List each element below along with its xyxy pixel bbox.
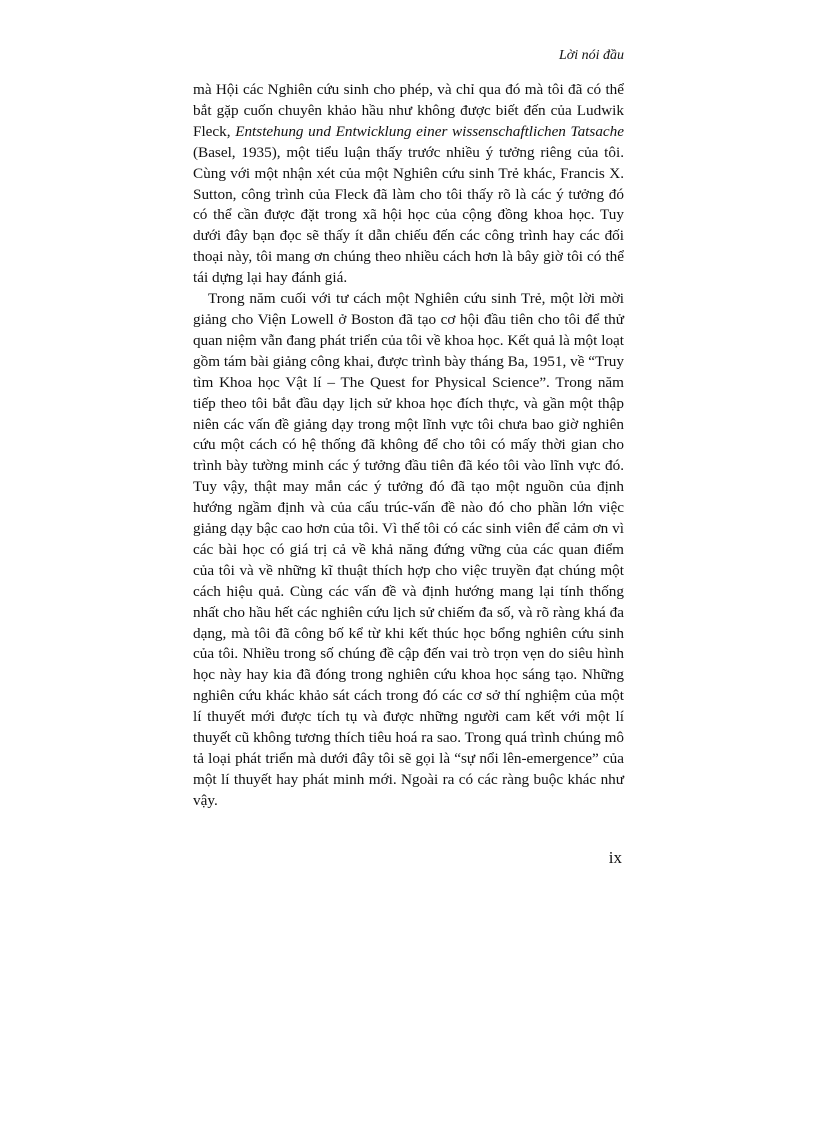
body-text [193,80,624,812]
book-title: Entstehung und Entwicklung einer wissenschaftlichen Tatsache [235,122,624,140]
paragraph-2: Trong năm cuối với tư cách một Nghiên cứu sinh Trẻ, một lời mời giảng cho Viện Lowell ở Boston đã tạo cơ hội đầu tiên cho tôi để thử quan niệm vẫn đang phát triển của tôi về khoa học. Kết quả là một loạt gồm tám bài giảng công khai, được trình bày tháng Ba, 1951, về “Truy tìm Khoa học Vật lí – The Quest for Physical Science”. Trong năm tiếp theo tôi bắt đầu dạy lịch sử khoa học đích thực, và gần một thập niên các vấn đề giảng dạy trong một lĩnh vực tôi chưa bao giờ nghiên cứu một cách có hệ thống đã không để cho tôi có mấy thời gian cho trình bày tường minh các ý tưởng đầu tiên đã kéo tôi vào lĩnh vực đó. Tuy vậy, thật may mắn các ý tưởng đó đã tạo một nguồn của định hướng ngầm định và của cấu trúc-vấn đề nào đó cho phần lớn việc giảng dạy bậc cao hơn của tôi. Vì thế tôi có các sinh viên để cảm ơn vì các bài học có giá trị cả về khả năng đứng vững của các quan điểm của tôi và về những kĩ thuật thích hợp cho việc truyền đạt chúng một cách hiệu quả. Cùng các vấn đề và định hướng mang lại tính thống nhất cho hầu hết các nghiên cứu lịch sử chiếm đa số, và rõ ràng khá đa dạng, mà tôi đã công bố kể từ khi kết thúc học bổng nghiên cứu sinh của tôi. Nhiều trong số chúng đề cập đến vai trò trọn vẹn do siêu hình học này hay kia đã đóng trong nghiên cứu khoa học sáng tạo. Những nghiên cứu khác khảo sát cách trong đó các cơ sở thí nghiệm của một lí thuyết mới được tích tụ và được những người cam kết với một lí thuyết cũ không tương thích tiêu hoá ra sao. Trong quá trình chúng mô tả loại phát triển mà dưới đây tôi sẽ gọi là “sự nổi lên-emergence” của một lí thuyết hay phát minh mới. Ngoài ra có các ràng buộc khác như vậy. [193,290,624,809]
page-number: ix [608,848,622,867]
paragraph-1-part-2: (Basel, 1935), một tiểu luận thấy trước nhiều ý tưởng riêng của tôi. Cùng với một nhận xét của một Nghiên cứu sinh Trẻ khác, Francis X. Sutton, công trình của Fleck đã làm cho tôi thấy rõ là các ý tưởng đó có thể cần được đặt trong xã hội học của cộng đồng khoa học. Tuy dưới đây bạn đọc sẽ thấy ít dẫn chiếu đến các công trình hay các đối thoại này, tôi mang ơn chúng theo nhiều cách hơn là bây giờ tôi có thể tái dựng lại hay đánh giá. [193,143,624,287]
paragraph-1-part-1: mà Hội các Nghiên cứu sinh cho phép, và chỉ qua đó mà tôi đã có thể bắt gặp cuốn chuyên khảo hầu như không được biết đến của Ludwik Fleck, [193,81,624,140]
paragraph-1 [193,80,624,289]
running-header: Lời nói đầu [558,48,624,63]
